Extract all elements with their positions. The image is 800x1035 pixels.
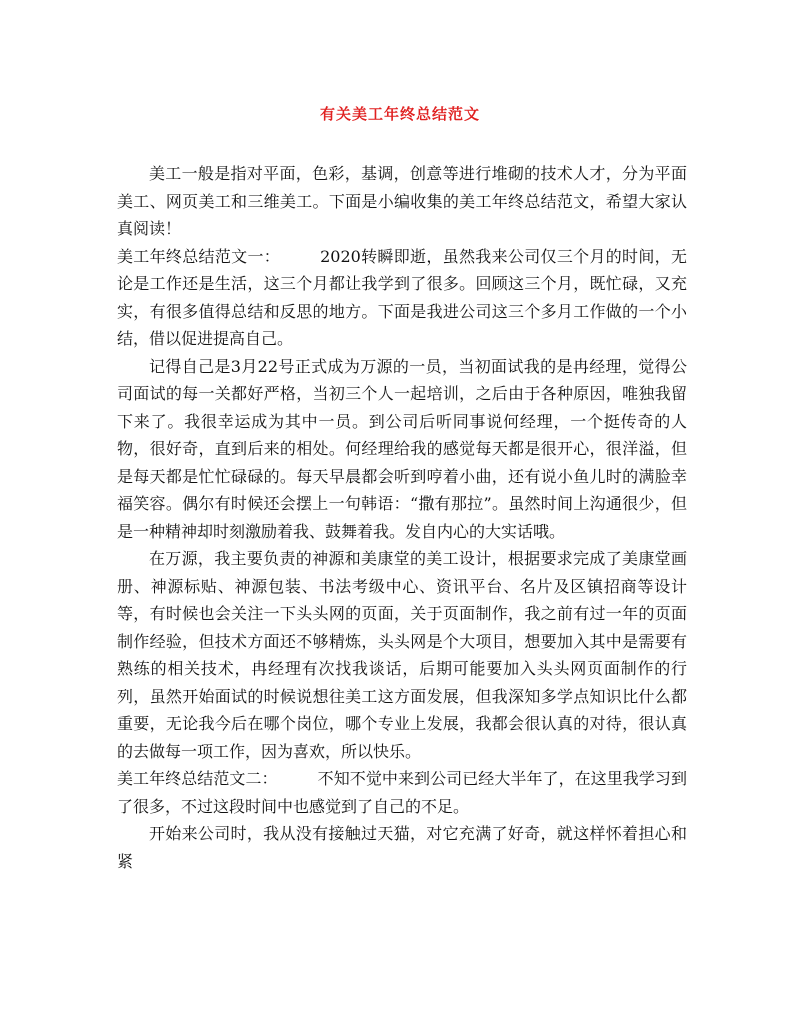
sample-two-text: 不知不觉中来到公司已经大半年了，在这里我学习到了很多，不过这段时间中也感觉到了自己的不足。 [117,769,687,816]
document-body [117,160,687,875]
paragraph-sample-one [117,243,687,353]
paragraph-intro: 美工一般是指对平面，色彩，基调，创意等进行堆砌的技术人才，分为平面美工、网页美工和三维美工。下面是小编收集的美工年终总结范文，希望大家认真阅读！ [117,164,687,238]
sample-one-text: 2020转瞬即逝，虽然我来公司仅三个月的时间，无论是工作还是生活，这三个月都让我学到了很多。回顾这三个月，既忙碌，又充实，有很多值得总结和反思的地方。下面是我进公司这三个多月工作做的一个小结，借以促进提高自己。 [117,246,687,348]
document-title: 有关美工年终总结范文 [319,105,480,123]
sample-one-label: 美工年终总结范文一： [117,246,281,266]
paragraph-sample-two [117,765,687,820]
paragraph-tmall-start: 开始来公司时，我从没有接触过天猫，对它充满了好奇，就这样怀着担心和紧 [117,824,687,871]
paragraph-joining: 记得自己是3月22号正式成为万源的一员，当初面试我的是冉经理，觉得公司面试的每一关都好严格，当初三个人一起培训，之后由于各种原因，唯独我留下来了。我很幸运成为其中一员。到公司后听同事说何经理，一个挺传奇的人物，很好奇，直到后来的相处。何经理给我的感觉每天都是很开心，很洋溢，但是每天都是忙忙碌碌的。每天早晨都会听到哼着小曲，还有说小鱼儿时的满脸幸福笑容。偶尔有时候还会摆上一句韩语：“撒有那拉”。虽然时间上沟通很少，但是一种精神却时刻激励着我、鼓舞着我。发自内心的大实话哦。 [117,356,687,541]
paragraph-responsibilities: 在万源，我主要负责的神源和美康堂的美工设计，根据要求完成了美康堂画册、神源标贴、神源包装、书法考级中心、资讯平台、名片及区镇招商等设计等，有时候也会关注一下头头网的页面，关于页面制作，我之前有过一年的页面制作经验，但技术方面还不够精炼，头头网是个大项目，想要加入其中是需要有熟练的相关技术，冉经理有次找我谈话，后期可能要加入头头网页面制作的行列，虽然开始面试的时候说想往美工这方面发展，但我深知多学点知识比什么都重要，无论我今后在哪个岗位，哪个专业上发展，我都会很认真的对待，很认真的去做每一项工作，因为喜欢，所以快乐。 [117,549,687,761]
sample-two-label: 美工年终总结范文二： [117,769,278,788]
